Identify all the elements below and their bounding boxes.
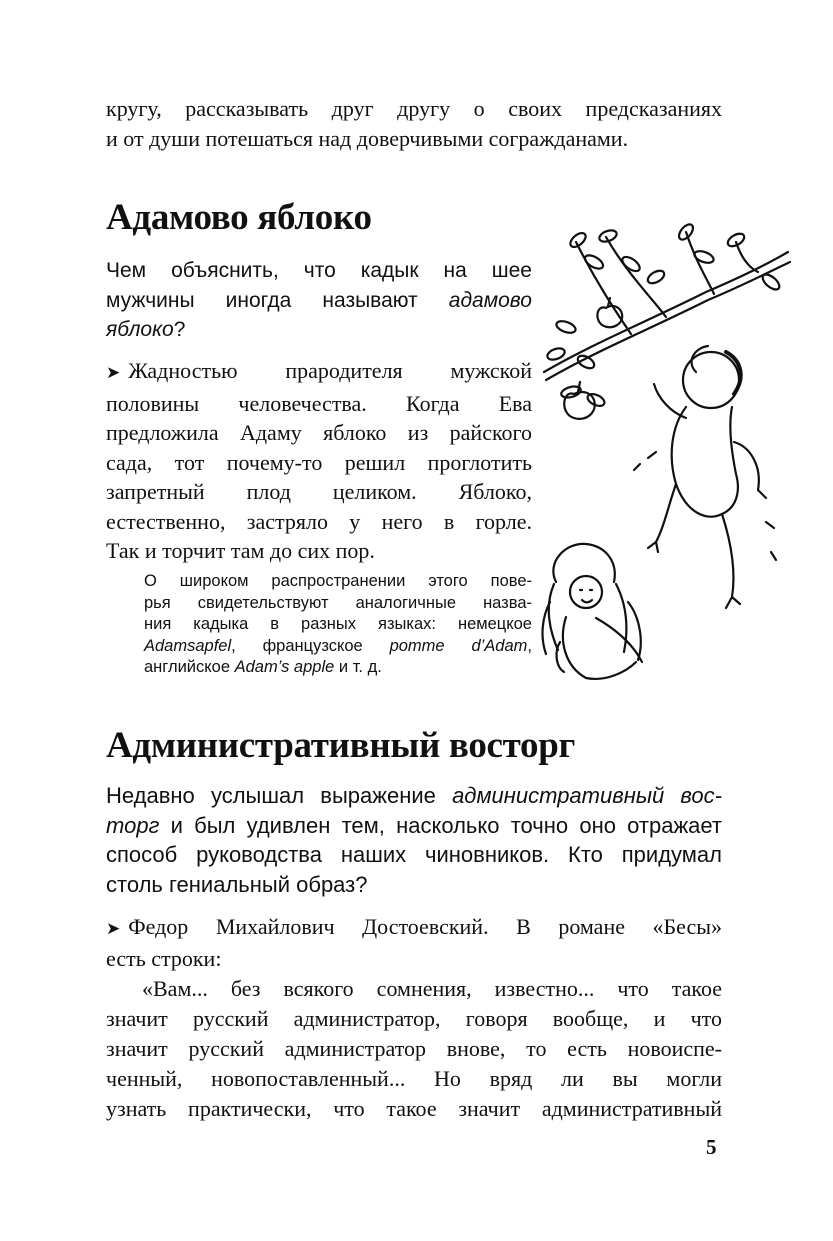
page-number: 5 — [706, 1135, 717, 1159]
answer-administrative-delight — [106, 912, 722, 1124]
note-line: О широком распространении этого пове- — [144, 572, 532, 590]
arrow-icon: ➤ — [106, 919, 121, 939]
intro-line: и от души потешаться над доверчивыми согражданами. — [106, 126, 629, 151]
question-adams-apple — [106, 256, 532, 345]
section-heading-adams-apple: Адамово яблоко — [106, 197, 372, 238]
answer-line: значит русский администратор внове, то есть новоиспе- — [106, 1036, 722, 1061]
question-line: Чем объяснить, что кадык на шее — [106, 259, 532, 282]
answer-line: сада, тот почему-то решил проглотить — [106, 449, 532, 475]
question-line: Недавно услышал выражение административный вос- — [106, 783, 722, 808]
answer-line: половины человечества. Когда Ева — [106, 390, 532, 416]
answer-line: естественно, застряло у него в горле. — [106, 508, 532, 534]
answer-line: запретный плод целиком. Яблоко, — [106, 479, 532, 504]
answer-line: узнать практически, что такое значит административный — [106, 1096, 722, 1121]
intro-paragraph — [106, 94, 722, 154]
note-line: английское Adam’s apple и т. д. — [144, 658, 382, 677]
arrow-icon: ➤ — [106, 363, 121, 383]
section-heading-administrative-delight: Административный восторг — [106, 725, 576, 766]
adam-eve-apple-tree-illustration — [536, 222, 794, 684]
answer-line: предложила Адаму яблоко из райского — [106, 420, 532, 445]
answer-line: «Вам... без всякого сомнения, известно... что такое — [142, 976, 722, 1001]
note-line: рья свидетельствуют аналогичные назва- — [144, 593, 532, 612]
answer-line: ➤ Федор Михайлович Достоевский. В романе «Бесы» — [106, 914, 722, 939]
note-line: Adamsapfel, французское pomme d’Adam, — [144, 636, 532, 655]
answer-adams-apple — [106, 356, 532, 566]
question-administrative-delight — [106, 781, 722, 899]
question-term: административный вос- — [452, 783, 722, 808]
question-term: торг — [106, 812, 160, 838]
question-line: яблоко? — [106, 318, 186, 341]
answer-line: значит русский администратор, говоря вообще, и что — [106, 1006, 722, 1031]
note-adams-apple — [144, 571, 532, 679]
question-line: мужчины иногда называют адамово — [106, 288, 532, 312]
question-line: торг и был удивлен тем, насколько точно оно отражает — [106, 812, 722, 838]
note-line: ния кадыка в разных языках: немецкое — [144, 615, 532, 634]
question-term: яблоко — [106, 318, 174, 341]
question-line: способ руководства наших чиновников. Кто придумал — [106, 842, 722, 867]
answer-line: есть строки: — [106, 946, 222, 971]
answer-line: Так и торчит там до сих пор. — [106, 538, 375, 563]
intro-line: кругу, рассказывать друг другу о своих предсказаниях — [106, 96, 722, 121]
answer-line: ченный, новопоставленный... Но вряд ли вы могли — [106, 1066, 722, 1091]
answer-line: ➤ Жадностью прародителя мужской — [106, 358, 532, 383]
question-line: столь гениальный образ? — [106, 871, 368, 897]
question-term: адамово — [448, 288, 532, 312]
